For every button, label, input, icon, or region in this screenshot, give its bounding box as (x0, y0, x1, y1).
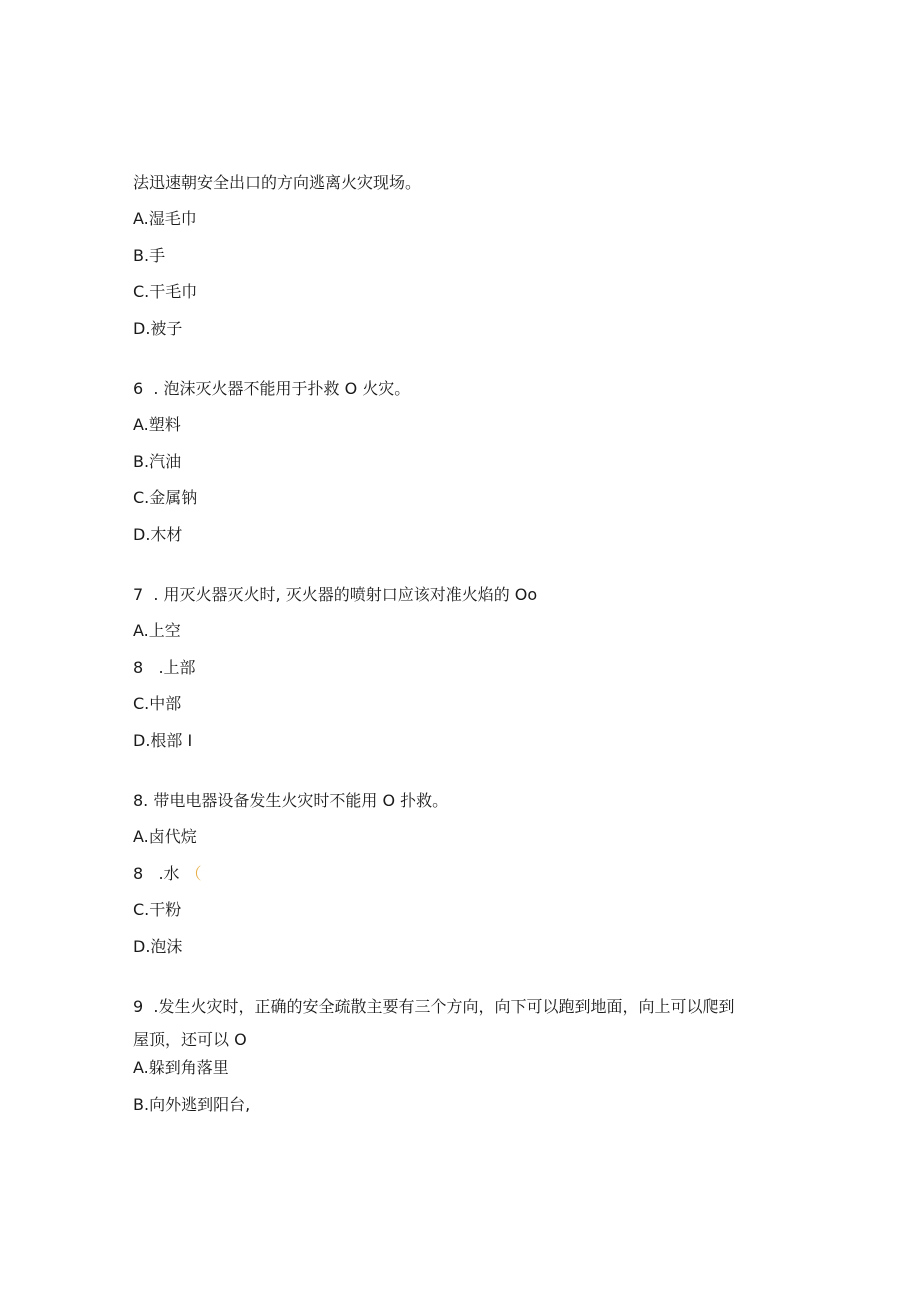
q5-option-d: D.被子 (133, 319, 183, 338)
q8-question: 8. 带电电器设备发生火灾时不能用 O 扑救。 (133, 791, 449, 810)
q8-option-d: D.泡沫 (133, 937, 183, 956)
q6-option-c: C.金属钠 (133, 488, 198, 507)
q8-option-b-text: 8 .水 (133, 864, 180, 883)
q5-continuation: 法迅速朝安全出口的方向逃离火灾现场。 (133, 173, 422, 192)
q7-option-c: C.中部 (133, 694, 182, 713)
q8-option-a: A.卤代烷 (133, 827, 197, 846)
q5-option-a: A.湿毛巾 (133, 209, 197, 228)
q9-question-line1: 9 .发生火灾时，正确的安全疏散主要有三个方向，向下可以跑到地面，向上可以爬到 (133, 997, 735, 1016)
q7-option-a: A.上空 (133, 621, 181, 640)
q8-option-b (133, 864, 202, 884)
q9-option-b: B.向外逃到阳台, (133, 1095, 251, 1114)
q6-question: 6 . 泡沫灭火器不能用于扑救 O 火灾。 (133, 379, 411, 398)
q6-option-d: D.木材 (133, 525, 183, 544)
q5-option-c: C.干毛巾 (133, 282, 198, 301)
q7-question: 7 . 用灭火器灭火时, 灭火器的喷射口应该对准火焰的 Oo (133, 585, 538, 604)
q8-option-c: C.干粉 (133, 900, 182, 919)
q6-option-a: A.塑料 (133, 415, 181, 434)
q7-option-b: 8 .上部 (133, 658, 196, 677)
q7-option-d: D.根部 I (133, 731, 193, 750)
stray-bracket-mark: （ (185, 864, 202, 883)
q9-question-line2: 屋顶，还可以 O (133, 1030, 247, 1049)
q6-option-b: B.汽油 (133, 452, 182, 471)
q9-option-a: A.躲到角落里 (133, 1058, 229, 1077)
q5-option-b: B.手 (133, 246, 166, 265)
